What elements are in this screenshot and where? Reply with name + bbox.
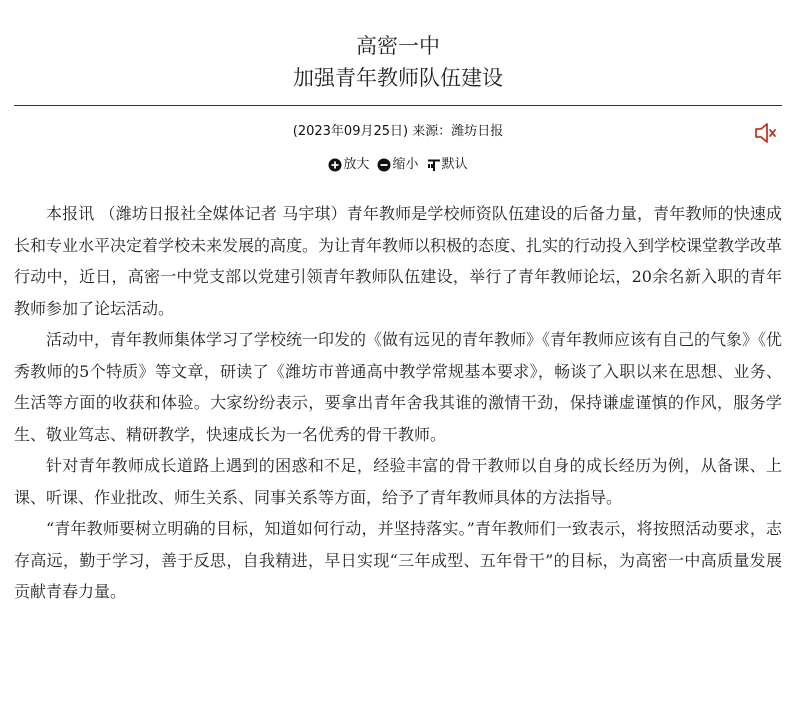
text-size-icon [427,158,441,172]
article-paragraph: “青年教师要树立明确的目标，知道如何行动，并坚持落实。”青年教师们一致表示，将按照活动要求，志存高远，勤于学习，善于反思，自我精进，早日实现“三年成型、五年骨干”的目标，为高密一中高质量发展贡献青春力量。 [14,519,782,601]
font-size-toolbar [14,155,782,179]
article-body [14,198,782,608]
zoom-in-button[interactable] [328,155,369,175]
date-source: (2023年09月25日) 来源：潍坊日报 [292,124,504,139]
zoom-in-label: 放大 [343,157,370,172]
speaker-icon[interactable] [753,120,779,146]
article-title [14,30,782,94]
article-paragraph: 活动中，青年教师集体学习了学校统一印发的《做有远见的青年教师》《青年教师应该有自己的气象》《优秀教师的5个特质》等文章，研读了《潍坊市普通高中教学常规基本要求》，畅谈了入职以来在思想、业务、生活等方面的收获和体验。大家纷纷表示，要拿出青年舍我其谁的激情干劲，保持谦虚谨慎的作风，服务学生、敬业笃志、精研教学，快速成长为一名优秀的骨干教师。 [14,330,783,444]
title-line-1: 高密一中 [356,34,440,58]
title-divider [14,105,782,106]
default-size-label: 默认 [441,157,468,172]
default-size-button[interactable] [427,155,468,175]
title-line-2: 加强青年教师队伍建设 [293,66,503,90]
article-paragraph: 本报讯 （潍坊日报社全媒体记者 马宇琪）青年教师是学校师资队伍建设的后备力量，青年教师的快速成长和专业水平决定着学校未来发展的高度。为让青年教师以积极的态度、扎实的行动投入到学校课堂教学改革行动中，近日，高密一中党支部以党建引领青年教师队伍建设，举行了青年教师论坛，20余名新入职的青年教师参加了论坛活动。 [14,204,783,318]
minus-circle-icon [377,158,391,172]
zoom-out-button[interactable] [377,155,418,175]
article-paragraph: 针对青年教师成长道路上遇到的困惑和不足，经验丰富的骨干教师以自身的成长经历为例，从备课、上课、听课、作业批改、师生关系、同事关系等方面，给予了青年教师具体的方法指导。 [14,456,782,507]
plus-circle-icon [328,158,342,172]
zoom-out-label: 缩小 [392,157,419,172]
